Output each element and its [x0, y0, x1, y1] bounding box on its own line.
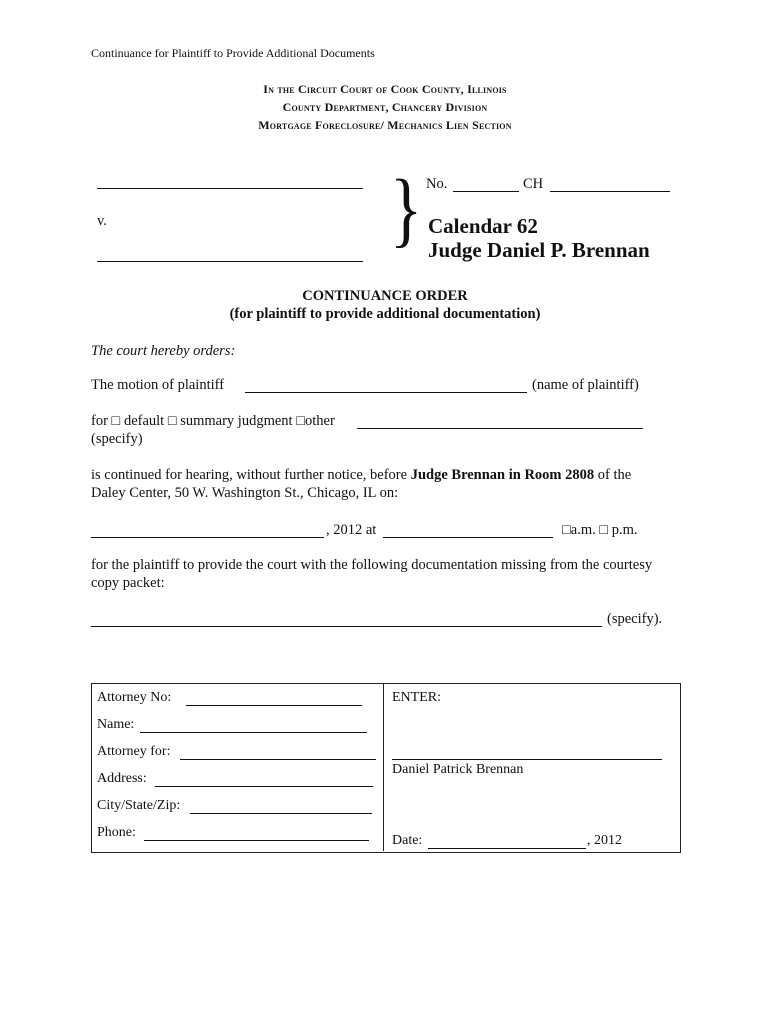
date-year: , 2012 at	[326, 522, 377, 538]
address-label: Address:	[97, 771, 147, 786]
defendant-line[interactable]	[97, 261, 363, 262]
court-line-1: In the Circuit Court of Cook County, Illinois	[263, 82, 507, 96]
phone-field[interactable]	[144, 840, 369, 841]
motion-prefix: The motion of plaintiff	[91, 377, 225, 393]
hearing-time-field[interactable]	[383, 537, 553, 538]
plaintiff-name-field[interactable]	[245, 392, 527, 393]
order-title: CONTINUANCE ORDER	[302, 288, 468, 304]
case-suffix-label: CH	[523, 176, 544, 192]
documentation-field[interactable]	[91, 626, 602, 627]
checkbox-summary[interactable]: □	[167, 413, 177, 429]
for-prefix: for	[91, 413, 108, 429]
documentation-line-1: for the plaintiff to provide the court with the following documentation missing from the courtesy	[91, 557, 653, 573]
caption-brace: }	[390, 163, 423, 256]
documentation-specify: (specify).	[607, 611, 663, 627]
signature-box-divider	[383, 683, 384, 851]
enter-date-field[interactable]	[428, 848, 586, 849]
am-pm-line	[562, 522, 638, 539]
calendar-label: Calendar 62	[428, 214, 538, 238]
continued-text-after: of the	[597, 467, 632, 483]
checkbox-am[interactable]: □	[562, 522, 571, 538]
court-line-2: County Department, Chancery Division	[282, 100, 488, 114]
name-field[interactable]	[140, 732, 367, 733]
phone-label: Phone:	[97, 825, 136, 840]
order-subtitle: (for plaintiff to provide additional documentation)	[229, 306, 541, 322]
intro-text: The court hereby orders:	[91, 343, 236, 359]
checkbox-other[interactable]: □	[296, 413, 305, 429]
judge-label: Judge Daniel P. Brennan	[428, 238, 650, 262]
other-specify-field[interactable]	[357, 428, 643, 429]
option-other-label: other	[304, 413, 335, 429]
attorney-for-field[interactable]	[180, 759, 376, 760]
case-no-label: No.	[426, 176, 448, 192]
attorney-for-label: Attorney for:	[97, 744, 171, 759]
attorney-no-label: Attorney No:	[97, 690, 172, 705]
signature-box	[91, 683, 681, 853]
header-note: Continuance for Plaintiff to Provide Additional Documents	[91, 46, 375, 60]
court-line-3: Mortgage Foreclosure/ Mechanics Lien Section	[258, 118, 512, 132]
enter-date-year: , 2012	[587, 833, 622, 848]
pm-label: p.m.	[611, 522, 638, 538]
checkbox-default[interactable]: □	[111, 413, 121, 429]
documentation-line-2: copy packet:	[91, 575, 165, 591]
for-specify: (specify)	[91, 431, 143, 447]
judge-signature-line[interactable]	[392, 759, 662, 760]
date-label: Date:	[392, 833, 423, 848]
for-line	[91, 413, 335, 430]
attorney-no-field[interactable]	[186, 705, 362, 706]
judge-room: Judge Brennan in Room 2808	[410, 467, 595, 483]
option-default-label: default	[123, 413, 165, 429]
am-label: a.m.	[570, 522, 596, 538]
versus-label: v.	[97, 213, 107, 229]
continued-line-2: Daley Center, 50 W. Washington St., Chicago, IL on:	[91, 485, 399, 501]
motion-suffix: (name of plaintiff)	[532, 377, 639, 393]
plaintiff-line[interactable]	[97, 188, 363, 189]
judge-name: Daniel Patrick Brennan	[392, 762, 524, 777]
continued-line-1	[91, 467, 631, 484]
checkbox-pm[interactable]: □	[599, 522, 609, 538]
name-label: Name:	[97, 717, 135, 732]
case-number-field[interactable]	[550, 191, 670, 192]
city-state-zip-label: City/State/Zip:	[97, 798, 181, 813]
address-field[interactable]	[155, 786, 373, 787]
case-no-field[interactable]	[453, 191, 519, 192]
city-state-zip-field[interactable]	[190, 813, 372, 814]
hearing-date-field[interactable]	[91, 537, 324, 538]
option-summary-label: summary judgment	[180, 413, 293, 429]
enter-label: ENTER:	[392, 690, 441, 705]
continued-text-before: is continued for hearing, without further notice, before	[91, 467, 408, 483]
